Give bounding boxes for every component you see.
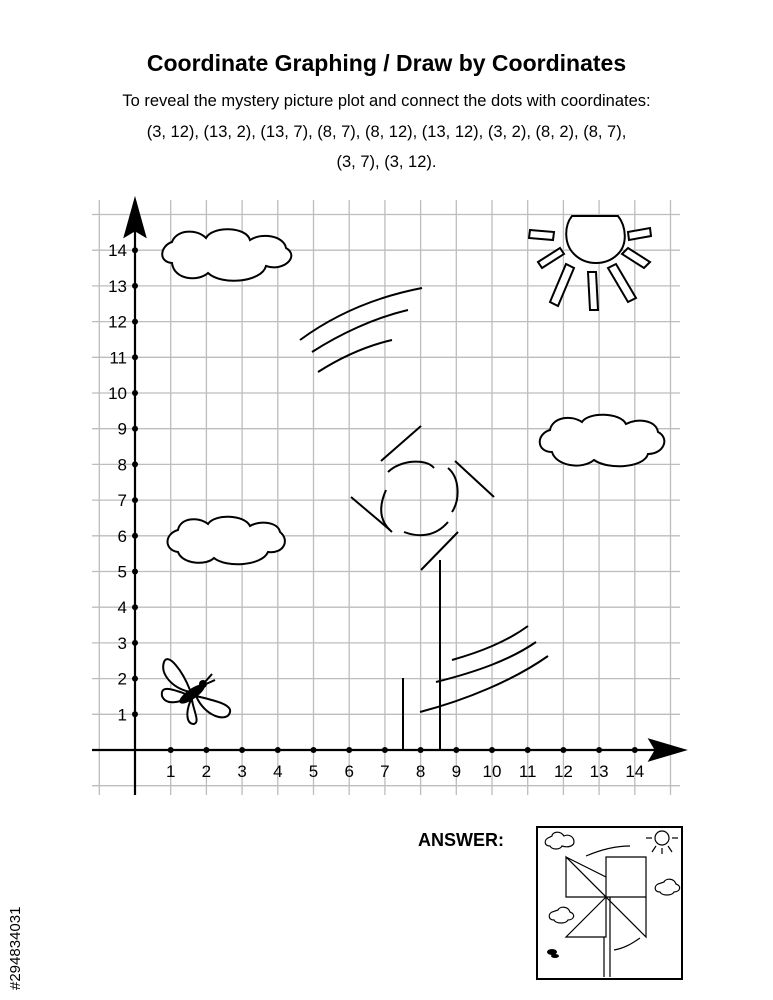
y-axis-tick-label: 14 (108, 241, 127, 261)
cloud-icon (540, 415, 665, 467)
worksheet-title: Coordinate Graphing / Draw by Coordinates (146, 50, 627, 76)
y-axis-tick-dot (132, 283, 138, 289)
y-axis-tick-label: 10 (108, 384, 127, 403)
x-axis-tick-dot (168, 747, 174, 753)
sun-icon (529, 216, 651, 310)
y-axis-tick-label: 4 (117, 598, 127, 618)
x-axis-tick-labels (166, 762, 644, 781)
y-axis-tick-dot (132, 319, 138, 325)
y-axis-tick-dot (132, 569, 138, 575)
x-axis-tick-dot (311, 747, 317, 753)
y-axis-tick-dot (132, 426, 138, 432)
x-axis-tick-label: 8 (415, 762, 426, 781)
x-axis-tick-dot (453, 747, 459, 753)
x-axis-tick-label: 12 (553, 762, 573, 781)
y-axis-tick-label: 8 (117, 455, 127, 475)
x-axis-tick-dot (418, 747, 424, 753)
x-axis-tick-label: 6 (344, 762, 354, 781)
x-axis-tick-dot (525, 747, 531, 753)
x-axis-tick-label: 4 (273, 762, 283, 781)
y-axis-tick-label: 9 (117, 419, 127, 439)
x-axis-arrowhead (650, 740, 684, 760)
x-axis-tick-label: 2 (201, 762, 212, 781)
y-axis-tick-label: 11 (109, 348, 127, 368)
y-axis-tick-label: 1 (117, 705, 127, 725)
instructions-line-2: (3, 12), (13, 2), (13, 7), (8, 7), (8, 12), (13, 12), (3, 2), (8, 2), (8, 7), (146, 123, 627, 141)
x-axis-tick-dot (489, 747, 495, 753)
x-axis-tick-label: 5 (308, 762, 319, 781)
x-axis-tick-label: 14 (625, 762, 645, 781)
sun-icon (655, 831, 669, 845)
y-axis-tick-labels (108, 241, 127, 724)
x-axis-tick-label: 3 (237, 762, 247, 781)
y-axis-tick-dot (132, 354, 138, 360)
cloud-icon (162, 229, 291, 281)
y-axis-tick-label: 12 (108, 312, 127, 332)
y-axis-tick-label: 6 (117, 526, 127, 546)
y-axis-tick-dot (132, 390, 138, 396)
x-axis-tick-dot (596, 747, 602, 753)
y-axis-tick-dot (132, 711, 138, 717)
x-axis-tick-label: 7 (380, 762, 390, 781)
y-axis-tick-dot (132, 640, 138, 646)
x-axis-tick-label: 9 (451, 762, 462, 781)
x-axis-tick-label: 10 (482, 762, 502, 781)
y-axis-tick-label: 2 (117, 669, 127, 689)
x-axis-tick-label: 11 (518, 762, 537, 781)
x-axis-tick-dot (382, 747, 388, 753)
y-axis-tick-dot (132, 604, 138, 610)
y-axis-tick-dot (132, 497, 138, 503)
answer-preview-image (537, 827, 682, 979)
x-axis-tick-dot (203, 747, 209, 753)
y-axis-arrowhead (125, 200, 145, 236)
stock-id-text: #294834031 (7, 906, 24, 990)
y-axis-tick-label: 13 (108, 276, 127, 296)
x-axis-tick-dot (239, 747, 245, 753)
stock-id-watermark (4, 760, 26, 995)
x-axis-tick-dot (346, 747, 352, 753)
instructions-line-3: (3, 7), (3, 12). (336, 153, 437, 171)
y-axis-tick-dot (132, 676, 138, 682)
x-axis-tick-dot (275, 747, 281, 753)
x-axis-tick-label: 13 (589, 762, 609, 781)
x-axis-tick-dot (632, 747, 638, 753)
instructions-line-1: To reveal the mystery picture plot and connect the dots with coordinates: (122, 92, 651, 110)
answer-label: ANSWER: (418, 830, 504, 850)
y-axis-tick-label: 7 (117, 491, 127, 511)
y-axis-tick-label: 5 (117, 562, 127, 582)
x-axis-tick-dot (560, 747, 566, 753)
y-axis-tick-dot (132, 461, 138, 467)
x-axis-tick-label: 1 (165, 762, 176, 781)
y-axis-tick-label: 3 (117, 633, 127, 653)
y-axis-tick-dot (132, 533, 138, 539)
cloud-icon (168, 517, 285, 565)
y-axis-tick-dot (132, 247, 138, 253)
